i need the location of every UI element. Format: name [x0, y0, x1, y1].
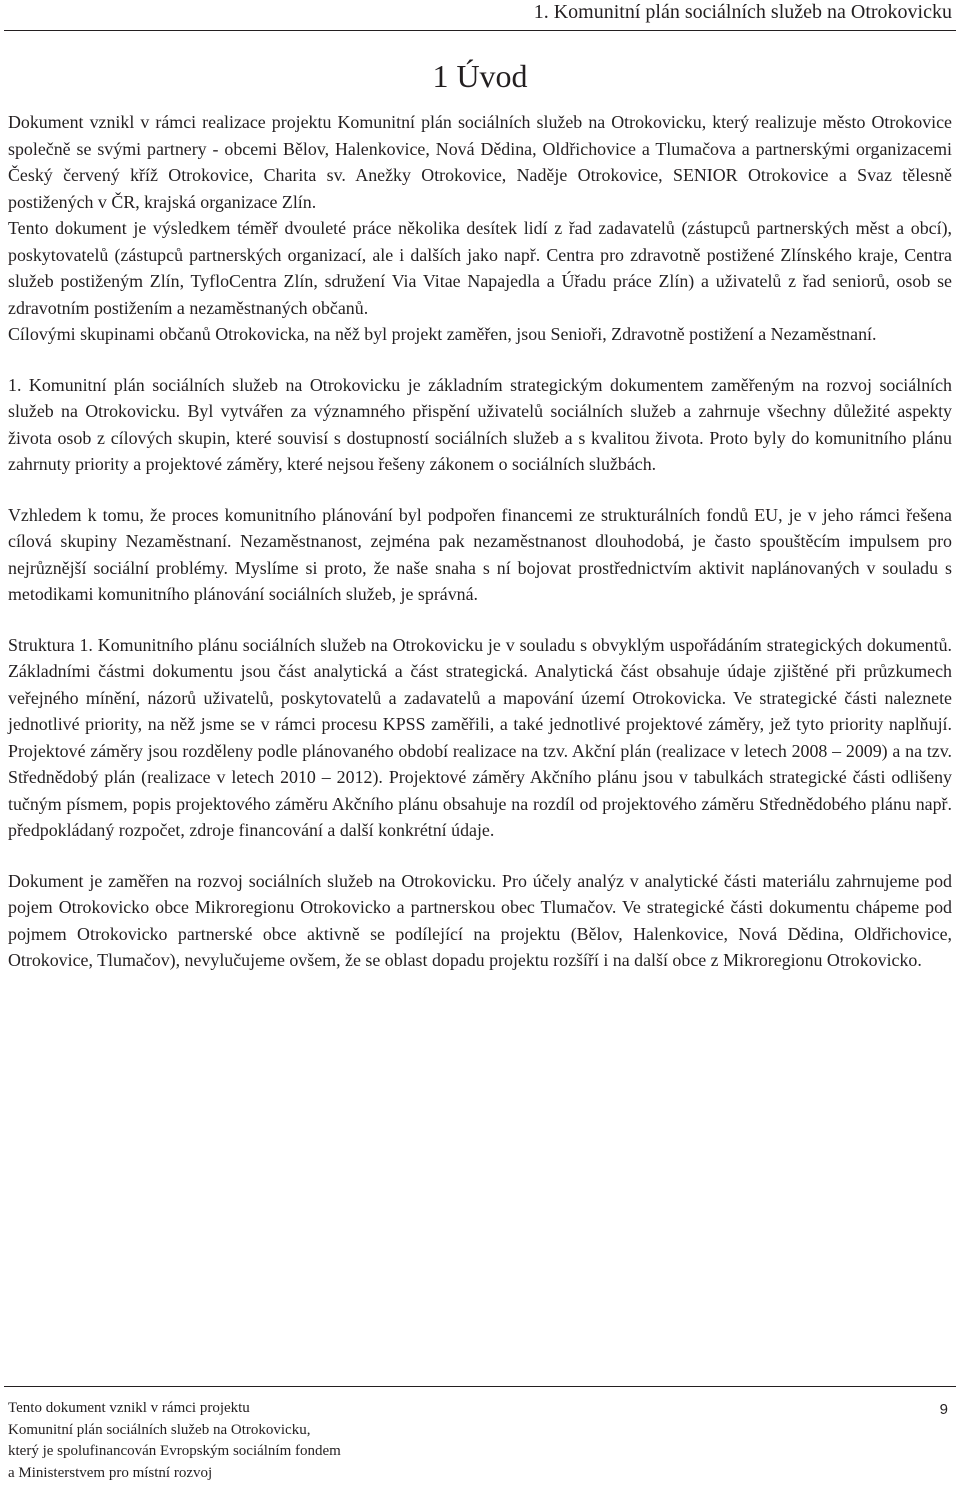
page-number: 9 — [939, 1401, 948, 1418]
footer-line: který je spolufinancován Evropským sociálním fondem — [8, 1443, 341, 1459]
paragraph-purpose: 1. Komunitní plán sociálních služeb na Otrokovicku je základním strategickým dokumentem zaměřeným na rozvoj sociálních služeb na Otrokovicku. Byl vytvářen za významného přispění uživatelů sociálních služeb a zahrnuje všechny důležité aspekty života osob z cílových skupin, které souvisí s dostupností sociálních služeb a s kvalitou života. Proto byly do komunitního plánu zahrnuty priority a projektové záměry, které nejsou řešeny zákonem o sociálních službách. — [8, 374, 952, 474]
paragraph-intro: Dokument vznikl v rámci realizace projektu Komunitní plán sociálních služeb na Otrokovicku, který realizuje město Otrokovice společně se svými partnery - obcemi Bělov, Halenkovice, Nová Dědina, Oldřichovice a Tlumačova a partnerskými organizacemi Český červený kříž Otrokovice, Charita sv. Anežky Otrokovice, Naděje Otrokovice, SENIOR Otrokovice a Svaz tělesně postižených v ČR, krajská organizace Zlín. — [8, 112, 952, 212]
footer-line: a Ministerstvem pro místní rozvoj — [8, 1464, 213, 1481]
header-divider — [4, 30, 956, 31]
paragraph-structure: Struktura 1. Komunitního plánu sociálních služeb na Otrokovicku je v souladu s obvyklým uspořádáním strategických dokumentů. Základními částmi dokumentu jsou část analytická a část strategická. Analytická část obsahuje údaje zjištěné při průzkumech veřejného mínění, názorů uživatelů, poskytovatelů a zadavatelů a mapování území Otrokovicka. Ve strategické části naleznete jednotlivé priority, na něž jsme se v rámci procesu KPSS zaměřili, a také jednotlivé projektové záměry, jež tyto priority naplňují. Projektové záměry jsou rozděleny podle plánovaného období realizace na tzv. Akční plán (realizace v letech 2008 – 2009) a na tzv. Střednědobý plán (realizace v letech 2010 – 2012). Projektové záměry Akčního plánu jsou v tabulkách strategické části odlišeny tučným písmem, popis projektového záměru Akčního plánu obsahuje na rozdíl od projektového záměru Střednědobého plánu např. předpokládaný rozpočet, zdroje financování a další konkrétní údaje. — [8, 634, 952, 840]
running-header: 1. Komunitní plán sociálních služeb na Otrokovicku — [533, 1, 952, 23]
footer-line: Tento dokument vznikl v rámci projektu — [8, 1400, 250, 1416]
paragraph-authors: Tento dokument je výsledkem téměř dvouleté práce několika desítek lidí z řad zadavatelů (zástupců partnerských měst a obcí), poskytovatelů (zástupců partnerských organizací, ale i dalších jako např. Centra pro zdravotně postižené Zlínského kraje, Centra služeb postiženým Zlín, TyfloCentra Zlín, sdružení Via Vitae Napajedla a Úřadu práce Zlín) a uživatelů z řad seniorů, osob se zdravotním postižením a nezaměstnaných občanů. — [8, 218, 952, 318]
paragraph-unemployment: Vzhledem k tomu, že proces komunitního plánování byl podpořen financemi ze strukturálních fondů EU, je v jeho rámci řešena cílová skupiny Nezaměstnaní. Nezaměstnanost, zejména pak nezaměstnanost dlouhodobá, je často spouštěcím impulsem pro nejrůznější sociální problémy. Myslíme si proto, že naše snaha s ní bojovat prostřednictvím aktivit naplánovaných v souladu s metodikami komunitního plánování sociálních služeb, je správná. — [8, 504, 952, 604]
footer-divider — [4, 1386, 956, 1387]
chapter-title: 1 Úvod — [432, 58, 528, 94]
body-text — [8, 109, 952, 974]
footer-note — [8, 1398, 341, 1484]
paragraph-target-groups: Cílovými skupinami občanů Otrokovicka, na něž byl projekt zaměřen, jsou Senioři, Zdravotně postižení a Nezaměstnaní. — [8, 324, 877, 344]
footer-line: Komunitní plán sociálních služeb na Otrokovicku, — [8, 1421, 311, 1438]
paragraph-scope: Dokument je zaměřen na rozvoj sociálních služeb na Otrokovicku. Pro účely analýz v analytické části materiálu zahrnujeme pod pojem Otrokovicko obce Mikroregionu Otrokovicko a partnerskou obec Tlumačov. Ve strategické části dokumentu chápeme pod pojmem Otrokovicko partnerské obce aktivně se podílející na projektu (Bělov, Halenkovice, Nová Dědina, Oldřichovice, Otrokovice, Tlumačov), nevylučujeme ovšem, že se oblast dopadu projektu rozšíří i na další obce z Mikroregionu Otrokovicko. — [8, 870, 952, 970]
